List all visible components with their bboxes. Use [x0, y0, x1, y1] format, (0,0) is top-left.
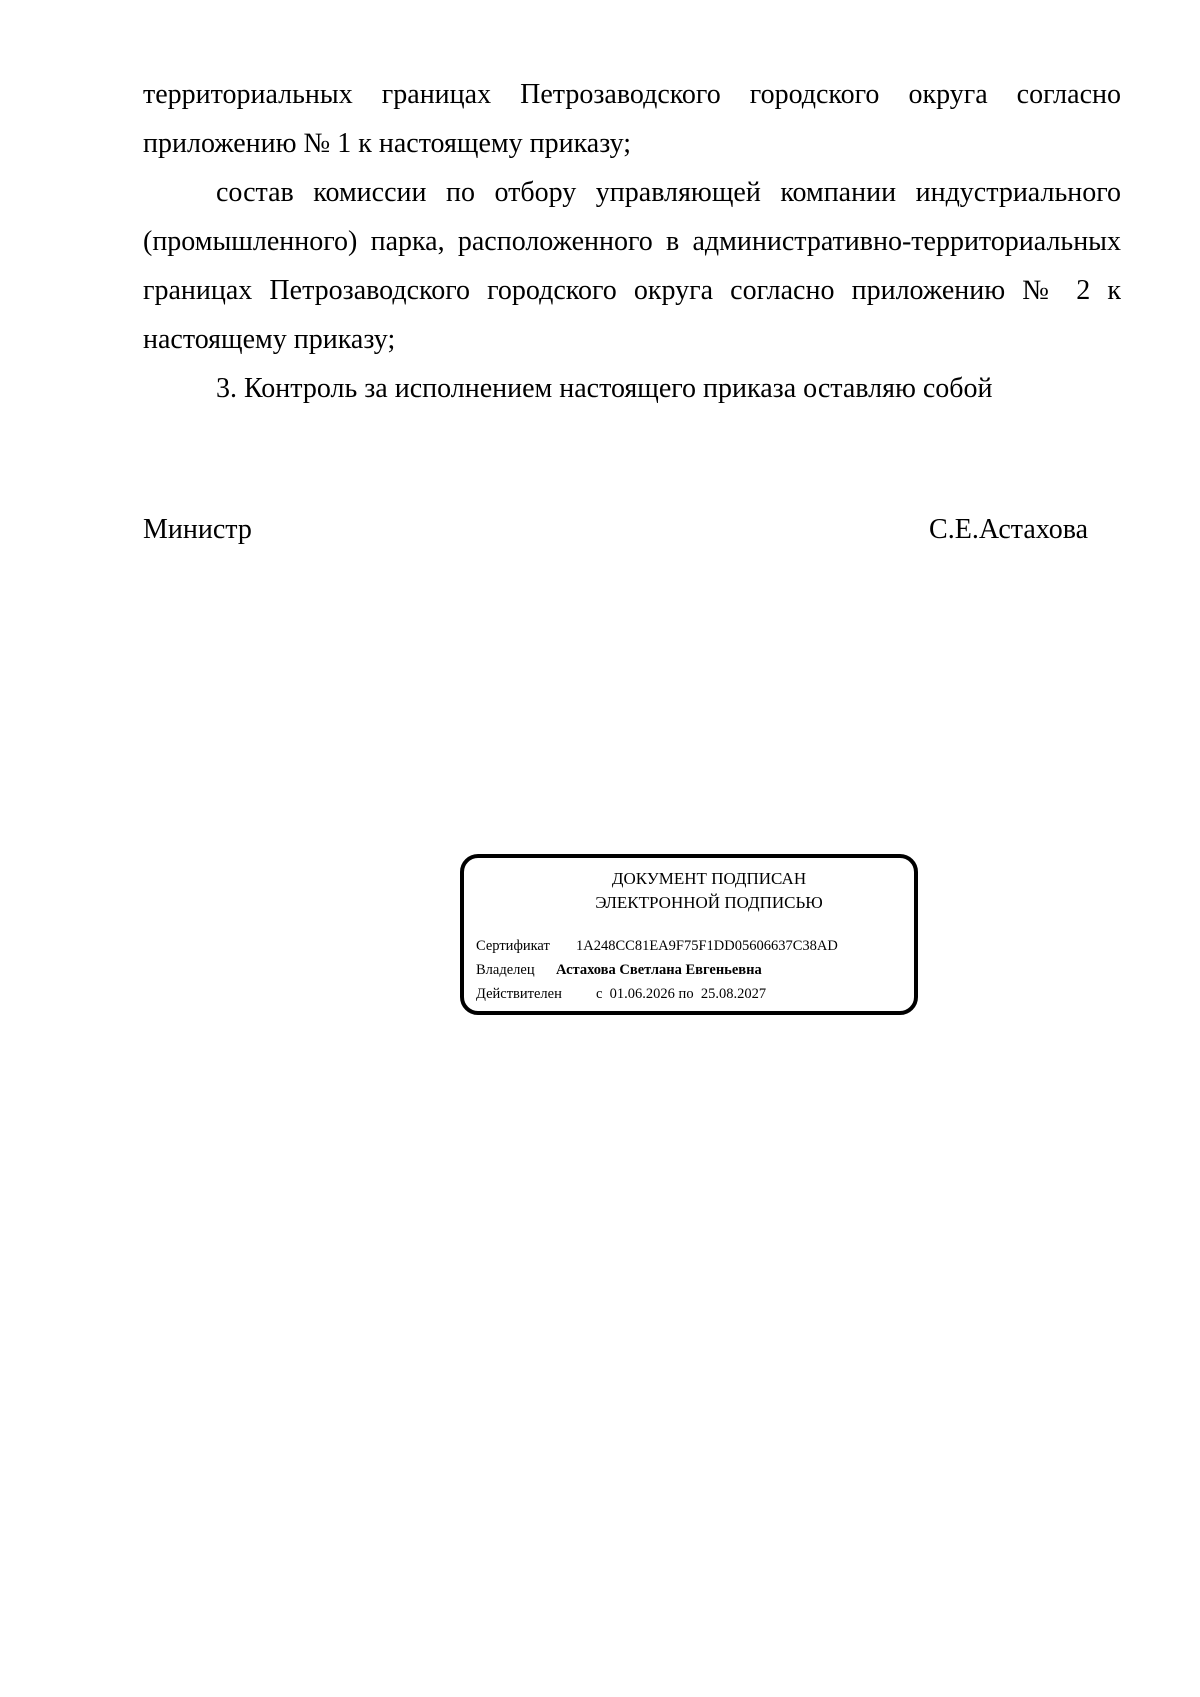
stamp-details [476, 934, 838, 1006]
stamp-validity-row [476, 982, 838, 1006]
paragraph-commission: состав комиссии по отбору управляющей компании индустриального (промышленного) парка, расположенного в административно-территориальных границах Петрозаводского городского округа согласно приложению № 2 к настоящему приказу; [143, 177, 1121, 355]
signature-block [143, 510, 1088, 550]
stamp-certificate-row [476, 934, 838, 958]
stamp-title-line-2: ЭЛЕКТРОННОЙ ПОДПИСЬЮ [595, 893, 823, 912]
owner-label: Владелец [476, 962, 535, 978]
certificate-value: 1A248CC81EA9F75F1DD05606637C38AD [576, 938, 838, 954]
validity-value: с 01.06.2026 по 25.08.2027 [596, 986, 767, 1002]
owner-value: Астахова Светлана Евгеньевна [556, 962, 762, 978]
validity-label: Действителен [476, 986, 562, 1002]
paragraph-control: 3. Контроль за исполнением настоящего приказа оставляю собой [216, 373, 993, 404]
electronic-signature-stamp [460, 854, 918, 1015]
paragraph-continuation: территориальных границах Петрозаводского городского округа согласно приложению № 1 к настоящему приказу; [143, 79, 1121, 159]
stamp-title-line-1: ДОКУМЕНТ ПОДПИСАН [611, 869, 807, 888]
stamp-title [464, 867, 914, 915]
document-body [143, 70, 1121, 413]
signatory-name: С.Е.Астахова [929, 514, 1088, 545]
signatory-position: Министр [143, 514, 252, 545]
certificate-label: Сертификат [476, 938, 550, 954]
stamp-owner-row [476, 958, 838, 982]
